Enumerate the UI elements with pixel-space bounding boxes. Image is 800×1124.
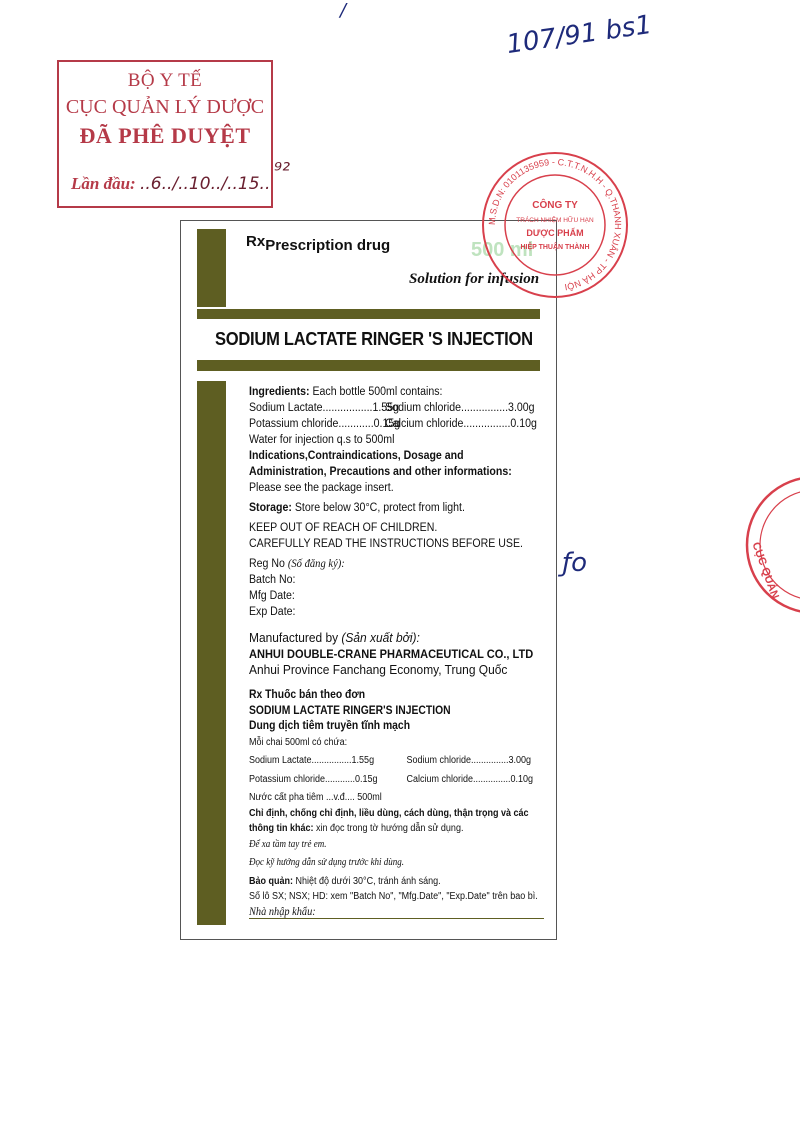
ingredients-title: Ingredients: [249, 386, 310, 398]
label-band-top [197, 229, 226, 307]
vn-read-carefully: Đọc kỹ hướng dẫn sử dụng trước khi dùng. [249, 857, 405, 868]
stamp-company-4: HIỆP THUẬN THÀNH [520, 244, 590, 251]
vn-storage-title: Bảo quản: [249, 875, 294, 887]
stamp-company-1: CÔNG TY [532, 200, 578, 211]
rx-line [246, 233, 391, 254]
vietnamese-section [249, 688, 546, 920]
stamp-ring-text: M.S.D.N: 0101135959 - C.T.T.N.H.H - Q.THANH XUÂN - TP HÀ NỘI [486, 156, 624, 293]
warning-instructions: CAREFULLY READ THE INSTRUCTIONS BEFORE USE. [249, 538, 523, 550]
prescription-text: Prescription drug [265, 237, 391, 254]
ingredient-row: Potassium chloride............0.15g Calcium chloride................0.10g [249, 418, 537, 430]
vn-title: SODIUM LACTATE RINGER'S INJECTION [249, 704, 451, 717]
vn-storage-text: Nhiệt độ dưới 30°C, tránh ánh sáng. [293, 875, 441, 887]
indications-title: Indications,Contraindications, Dosage and Administration, Precautions and other informations: [249, 450, 512, 478]
handwritten-number: 107/91 bs1 [504, 9, 654, 61]
storage-text: Store below 30°C, protect from light. [291, 502, 465, 514]
product-title: SODIUM LACTATE RINGER 'S INJECTION [215, 329, 533, 349]
label-details [249, 384, 537, 620]
indications-text: Please see the package insert. [249, 482, 394, 494]
manufactured-by: Manufactured by [249, 630, 339, 645]
handwritten-initial: ƒo [562, 548, 588, 578]
stamp-approved: ĐÃ PHÊ DUYỆT [79, 123, 251, 148]
ingredient-row: Sodium Lactate.................1.55g Sodium chloride................3.00g [249, 402, 535, 414]
handwritten-slash: / [340, 0, 347, 21]
batch-label: Batch No: [249, 574, 296, 586]
manufacturer-address: Anhui Province Fanchang Economy, Trung Quốc [249, 662, 508, 677]
reg-no-label: Reg No [249, 558, 285, 570]
vn-indications-text: xin đọc trong tờ hướng dẫn sử dụng. [313, 823, 464, 834]
ingredients-text: Each bottle 500ml contains: [309, 386, 443, 398]
vn-rx-line: Rx Thuốc bán theo đơn [249, 689, 366, 701]
vn-subtitle: Dung dịch tiêm truyền tĩnh mạch [249, 720, 411, 732]
approval-stamp [57, 60, 273, 208]
exp-date-label: Exp Date: [249, 606, 296, 618]
vn-keep-away: Để xa tầm tay trẻ em. [249, 838, 327, 850]
vn-importer: Nhà nhập khẩu: [249, 905, 316, 918]
stamp-initial: ⁹² [274, 158, 291, 182]
manufacturer-name: ANHUI DOUBLE-CRANE PHARMACEUTICAL CO., LTD [249, 647, 534, 661]
label-band-side [197, 381, 226, 925]
vn-ingredient-row: Potassium chloride............0.15g Calcium chloride...............0.10g [249, 773, 534, 785]
label-bar-top [197, 309, 540, 319]
rx-mark: Rx [246, 233, 266, 250]
volume-faint: 500 ml [471, 239, 534, 261]
solution-type: Solution for infusion [409, 271, 540, 287]
stamp-ministry: BỘ Y TẾ [127, 70, 203, 91]
product-label [180, 220, 557, 940]
manufactured-by-vn: (Sản xuất bởi): [341, 630, 420, 645]
partial-stamp-text: CỤC QUẢN [749, 540, 781, 601]
partial-stamp [740, 470, 800, 620]
vn-water: Nước cất pha tiêm ...v.đ.... 500ml [249, 792, 382, 803]
mfg-date-label: Mfg Date: [249, 590, 295, 602]
stamp-company-2: TRÁCH NHIỆM HỮU HẠN [516, 217, 594, 224]
vn-ingredient-row: Sodium Lactate................1.55g Sodium chloride...............3.00g [249, 755, 532, 766]
importer-line [249, 918, 544, 919]
stamp-company-3: DƯỢC PHẨM [526, 228, 584, 238]
stamp-date: ..6../..10../..15.. [139, 174, 271, 194]
warning-children: KEEP OUT OF REACH OF CHILDREN. [249, 522, 438, 534]
stamp-department: CỤC QUẢN LÝ DƯỢC [65, 96, 265, 118]
stamp-first-date-row [71, 174, 270, 194]
vn-indications-title: Chỉ định, chống chỉ định, liều dùng, cách dùng, thận trọng và các thông tin khác: [249, 807, 529, 834]
reg-no-vn: (Số đăng ký): [287, 558, 345, 570]
manufacturer-block [249, 630, 534, 678]
vn-lot: Số lô SX; NSX; HD: xem "Batch No", "Mfg.Date", "Exp.Date" trên bao bì. [249, 891, 538, 902]
stamp-first-label: Lần đầu: [71, 174, 136, 193]
vn-contains: Mỗi chai 500ml có chứa: [249, 736, 348, 748]
water-line: Water for injection q.s to 500ml [249, 434, 395, 446]
storage-title: Storage: [249, 502, 292, 514]
label-bar-mid [197, 360, 540, 371]
